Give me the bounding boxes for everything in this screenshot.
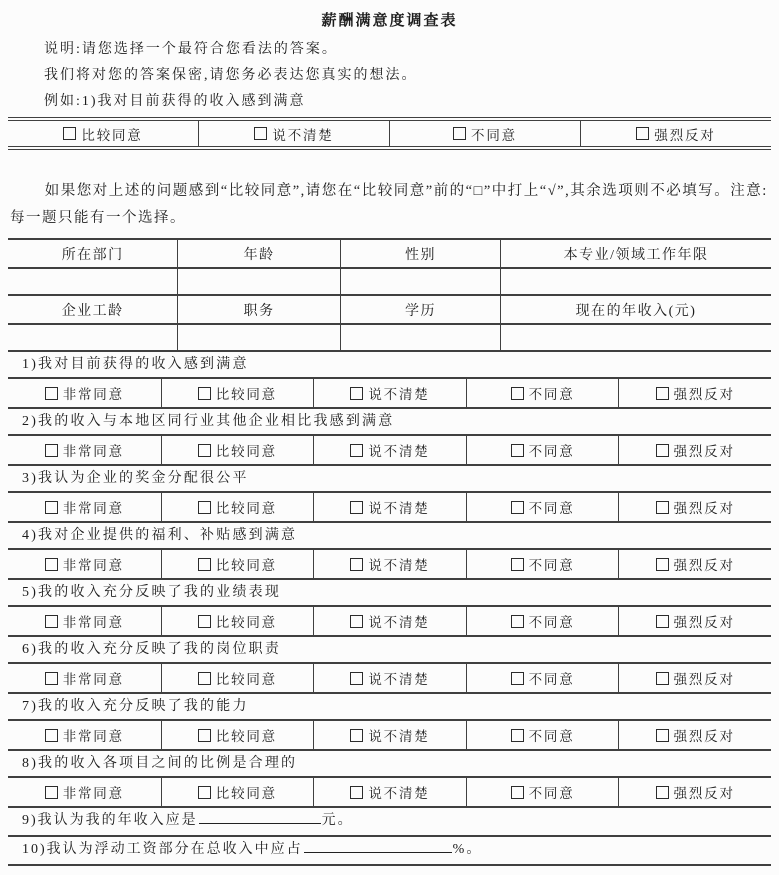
profile-header-education: 学历 [340,296,500,323]
option-label: 非常同意 [62,558,124,573]
option-label: 比较同意 [215,615,277,630]
question-text: 2)我的收入与本地区同行业其他企业相比我感到满意 [22,414,395,429]
instruction-paragraph: 如果您对上述的问题感到“比较同意”,请您在“比较同意”前的“□”中打上“√”,其余选项则不必填写。注意:每一题只能有一个选择。 [10,183,768,226]
option-cell-disagree[interactable] [466,607,619,635]
fill-question-row-10 [8,837,771,866]
profile-input-years-in-field[interactable] [500,269,771,294]
option-label: 比较同意 [215,444,277,459]
example-options-table [8,117,771,150]
checkbox-icon[interactable] [350,786,363,799]
question-row-8 [8,751,771,778]
question-row-5 [8,580,771,607]
profile-input-row-2 [8,325,771,352]
option-label: 强烈反对 [673,444,735,459]
option-label: 说不清楚 [272,127,334,143]
option-cell-not-sure[interactable] [313,607,466,635]
checkbox-icon[interactable] [511,615,524,628]
profile-header-age: 年龄 [177,240,340,267]
option-cell-somewhat-agree[interactable] [161,721,314,749]
option-label: 比较同意 [215,387,277,402]
checkbox-icon[interactable] [45,558,58,571]
profile-header-department: 所在部门 [61,247,124,263]
options-row-8 [8,778,771,808]
question-text: 9)我认为我的年收入应是 [22,813,198,828]
form-title: 薪酬满意度调查表 [321,12,458,29]
option-label: 非常同意 [62,444,124,459]
question-row-3 [8,466,771,493]
option-label: 不同意 [528,672,575,687]
option-cell-strongly-agree[interactable] [8,379,161,407]
option-label: 强烈反对 [673,387,735,402]
option-cell-somewhat-agree[interactable] [161,436,314,464]
option-cell-not-sure[interactable] [313,493,466,521]
checkbox-icon[interactable] [350,444,363,457]
option-label: 不同意 [471,127,517,143]
option-cell-somewhat-agree[interactable] [161,493,314,521]
option-cell-disagree[interactable] [466,436,619,464]
option-label: 说不清楚 [368,786,430,801]
profile-header-company-tenure: 企业工龄 [61,303,124,319]
checkbox-icon[interactable] [350,558,363,571]
question-text: 10)我认为浮动工资部分在总收入中应占 [22,842,303,857]
option-label: 不同意 [528,786,575,801]
checkbox-icon[interactable] [198,729,211,742]
checkbox-icon[interactable] [198,444,211,457]
question-row-7 [8,694,771,721]
profile-input-row-1 [8,269,771,296]
checkbox-icon[interactable] [656,729,669,742]
profile-header-position: 职务 [177,296,340,323]
option-cell-disagree[interactable] [466,550,619,578]
profile-header-years-in-field: 本专业/领域工作年限 [500,240,771,267]
checkbox-icon[interactable] [63,127,76,140]
option-label: 说不清楚 [368,672,430,687]
checkbox-icon[interactable] [511,672,524,685]
checkbox-icon[interactable] [511,387,524,400]
question-text: 8)我的收入各项目之间的比例是合理的 [22,756,298,771]
options-row-5 [8,607,771,637]
option-label: 比较同意 [215,672,277,687]
option-label: 说不清楚 [368,615,430,630]
checkbox-icon[interactable] [198,387,211,400]
option-label: 强烈反对 [673,558,735,573]
option-cell-strongly-agree[interactable] [8,721,161,749]
question-row-4 [8,523,771,550]
option-cell-strongly-agree[interactable] [8,493,161,521]
checkbox-icon[interactable] [45,729,58,742]
checkbox-icon[interactable] [45,387,58,400]
option-cell-strongly-agree[interactable] [8,664,161,692]
option-label: 比较同意 [215,786,277,801]
checkbox-icon[interactable] [511,558,524,571]
question-text: 3)我认为企业的奖金分配很公平 [22,471,249,486]
checkbox-icon[interactable] [656,558,669,571]
checkbox-icon[interactable] [656,786,669,799]
option-label: 非常同意 [62,501,124,516]
option-label: 比较同意 [81,127,143,143]
checkbox-icon[interactable] [511,501,524,514]
question-row-1 [8,352,771,379]
example-option-strongly-oppose[interactable] [580,121,771,146]
checkbox-icon[interactable] [350,501,363,514]
checkbox-icon[interactable] [656,501,669,514]
option-cell-strongly-agree[interactable] [8,436,161,464]
profile-input-age[interactable] [177,269,340,294]
option-label: 不同意 [528,444,575,459]
options-row-4 [8,550,771,580]
checkbox-icon[interactable] [636,127,649,140]
options-row-2 [8,436,771,466]
option-cell-disagree[interactable] [466,664,619,692]
options-row-7 [8,721,771,751]
option-cell-strongly-oppose[interactable] [618,436,771,464]
option-cell-not-sure[interactable] [313,664,466,692]
example-option-somewhat-agree[interactable] [8,121,198,146]
profile-header-gender: 性别 [340,240,500,267]
checkbox-icon[interactable] [656,387,669,400]
option-label: 强烈反对 [654,127,716,143]
annual-income-blank[interactable] [199,811,321,824]
option-cell-disagree[interactable] [466,778,619,806]
option-label: 不同意 [528,558,575,573]
option-label: 非常同意 [62,672,124,687]
options-row-1 [8,379,771,409]
checkbox-icon[interactable] [45,501,58,514]
example-option-disagree[interactable] [389,121,580,146]
option-label: 强烈反对 [673,672,735,687]
checkbox-icon[interactable] [656,444,669,457]
question-text: 5)我的收入充分反映了我的业绩表现 [22,585,282,600]
floating-wage-percent-blank[interactable] [304,840,452,853]
option-cell-somewhat-agree[interactable] [161,607,314,635]
checkbox-icon[interactable] [198,558,211,571]
option-label: 比较同意 [215,558,277,573]
checkbox-icon[interactable] [656,672,669,685]
option-cell-somewhat-agree[interactable] [161,550,314,578]
profile-input-department[interactable] [8,269,177,294]
checkbox-icon[interactable] [511,444,524,457]
checkbox-icon[interactable] [511,786,524,799]
option-cell-strongly-agree[interactable] [8,778,161,806]
question-row-2 [8,409,771,436]
checkbox-icon[interactable] [45,786,58,799]
option-label: 说不清楚 [368,444,430,459]
option-cell-not-sure[interactable] [313,778,466,806]
option-cell-disagree[interactable] [466,379,619,407]
options-row-6 [8,664,771,694]
option-cell-strongly-oppose[interactable] [618,379,771,407]
checkbox-icon[interactable] [656,615,669,628]
option-label: 说不清楚 [368,387,430,402]
option-cell-somewhat-agree[interactable] [161,379,314,407]
option-label: 比较同意 [215,501,277,516]
option-label: 非常同意 [62,387,124,402]
option-cell-strongly-oppose[interactable] [618,778,771,806]
option-label: 不同意 [528,501,575,516]
survey-table [8,238,771,866]
option-label: 不同意 [528,615,575,630]
checkbox-icon[interactable] [350,387,363,400]
fill-question-row-9 [8,808,771,837]
option-cell-strongly-oppose[interactable] [618,550,771,578]
checkbox-icon[interactable] [350,615,363,628]
option-cell-disagree[interactable] [466,493,619,521]
option-cell-not-sure[interactable] [313,436,466,464]
option-label: 非常同意 [62,786,124,801]
question-row-6 [8,637,771,664]
option-label: 非常同意 [62,615,124,630]
option-cell-strongly-oppose[interactable] [618,493,771,521]
profile-input-position[interactable] [177,325,340,350]
profile-header-row-2 [8,296,771,325]
question-text: 7)我的收入充分反映了我的能力 [22,699,249,714]
option-label: 强烈反对 [673,786,735,801]
option-label: 非常同意 [62,729,124,744]
option-label: 说不清楚 [368,729,430,744]
option-cell-strongly-agree[interactable] [8,550,161,578]
option-cell-strongly-oppose[interactable] [618,721,771,749]
option-cell-not-sure[interactable] [313,550,466,578]
option-label: 强烈反对 [673,501,735,516]
checkbox-icon[interactable] [198,672,211,685]
checkbox-icon[interactable] [453,127,466,140]
profile-input-company-tenure[interactable] [8,325,177,350]
checkbox-icon[interactable] [511,729,524,742]
option-label: 说不清楚 [368,501,430,516]
profile-input-gender[interactable] [340,269,500,294]
option-cell-strongly-agree[interactable] [8,607,161,635]
option-cell-not-sure[interactable] [313,721,466,749]
intro-notes [44,42,779,109]
profile-input-annual-income[interactable] [500,325,771,350]
option-cell-strongly-oppose[interactable] [618,607,771,635]
unit-label: %。 [452,842,483,857]
option-label: 强烈反对 [673,615,735,630]
profile-header-row-1 [8,240,771,269]
option-cell-strongly-oppose[interactable] [618,664,771,692]
checkbox-icon[interactable] [350,729,363,742]
question-text: 1)我对目前获得的收入感到满意 [22,357,249,372]
checkbox-icon[interactable] [254,127,267,140]
checkbox-icon[interactable] [198,501,211,514]
checkbox-icon[interactable] [350,672,363,685]
option-label: 比较同意 [215,729,277,744]
intro-line-1: 说明:请您选择一个最符合您看法的答案。 [44,42,338,57]
option-label: 强烈反对 [673,729,735,744]
profile-input-education[interactable] [340,325,500,350]
option-cell-somewhat-agree[interactable] [161,778,314,806]
checkbox-icon[interactable] [198,786,211,799]
option-label: 不同意 [528,387,575,402]
intro-line-2: 我们将对您的答案保密,请您务必表达您真实的想法。 [44,68,418,83]
option-cell-not-sure[interactable] [313,379,466,407]
checkbox-icon[interactable] [45,615,58,628]
option-cell-disagree[interactable] [466,721,619,749]
intro-line-3: 例如:1)我对目前获得的收入感到满意 [44,94,306,109]
unit-label: 元。 [321,813,354,828]
checkbox-icon[interactable] [45,672,58,685]
profile-header-annual-income: 现在的年收入(元) [500,296,771,323]
options-row-3 [8,493,771,523]
option-label: 不同意 [528,729,575,744]
checkbox-icon[interactable] [45,444,58,457]
question-text: 4)我对企业提供的福利、补贴感到满意 [22,528,298,543]
question-text: 6)我的收入充分反映了我的岗位职责 [22,642,282,657]
option-cell-somewhat-agree[interactable] [161,664,314,692]
option-label: 说不清楚 [368,558,430,573]
example-option-not-sure[interactable] [198,121,389,146]
checkbox-icon[interactable] [198,615,211,628]
